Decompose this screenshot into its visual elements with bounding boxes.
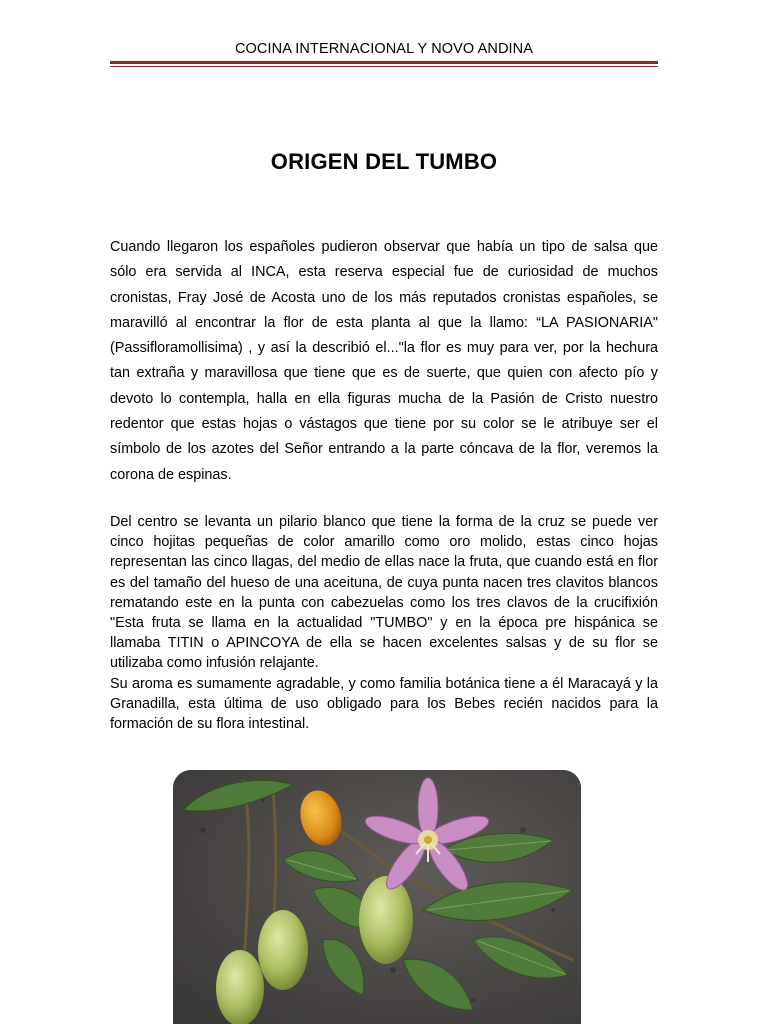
header-rule-thick <box>110 61 658 64</box>
paragraph-3: Su aroma es sumamente agradable, y como familia botánica tiene a él Maracayá y la Granadilla, esta última de uso obligado para los Bebes recién nacidos para la formación de su flora intestinal. <box>110 676 658 733</box>
paragraph-2: Del centro se levanta un pilario blanco que tiene la forma de la cruz se puede ver cinco hojitas pequeñas de color amarillo como oro molido, estas cinco hojas representan las cinco llagas, del medio de ellas nace la fruta, que cuando está en flor es del tamaño del hueso de una aceituna, de cuya punta nacen tres clavitos blancos rematando este en la punta con cabezuelas como los tres clavos de la crucifixión "Esta fruta se llama en la actualidad "TUMBO" y en la época pre hispánica se llamaba TITIN o APINCOYA de ella se hacen excelentes salsas y de su flor se utilizaba como infusión relajante. <box>110 514 658 672</box>
paragraph-1: Cuando llegaron los españoles pudieron observar que había un tipo de salsa que sólo era servida al INCA, esta reserva especial fue de curiosidad de muchos cronistas, Fray José de Acosta uno de los más reputados cronistas españoles, se maravilló al encontrar la flor de esta planta al que la llamo: “LA PASIONARIA" (Passifloramollisima) , y así la describió el..."la flor es muy para ver, por la hechura tan extraña y maravillosa que tiene que es de suerte, que quien con afecto pío y devoto lo contempla, halla en ella figuras mucha de la Pasión de Cristo nuestro redentor que estas hojas o vástagos que tiene por su color se le atribuye ser el símbolo de los azotes del Señor entrando a la parte cóncava de la flor, veremos la corona de espinas. <box>110 239 658 483</box>
page-header: COCINA INTERNACIONAL Y NOVO ANDINA <box>234 41 534 57</box>
page-title: ORIGEN DEL TUMBO <box>270 149 498 174</box>
tumbo-plant-photo <box>173 770 581 1024</box>
header-rule-thin <box>110 66 658 67</box>
